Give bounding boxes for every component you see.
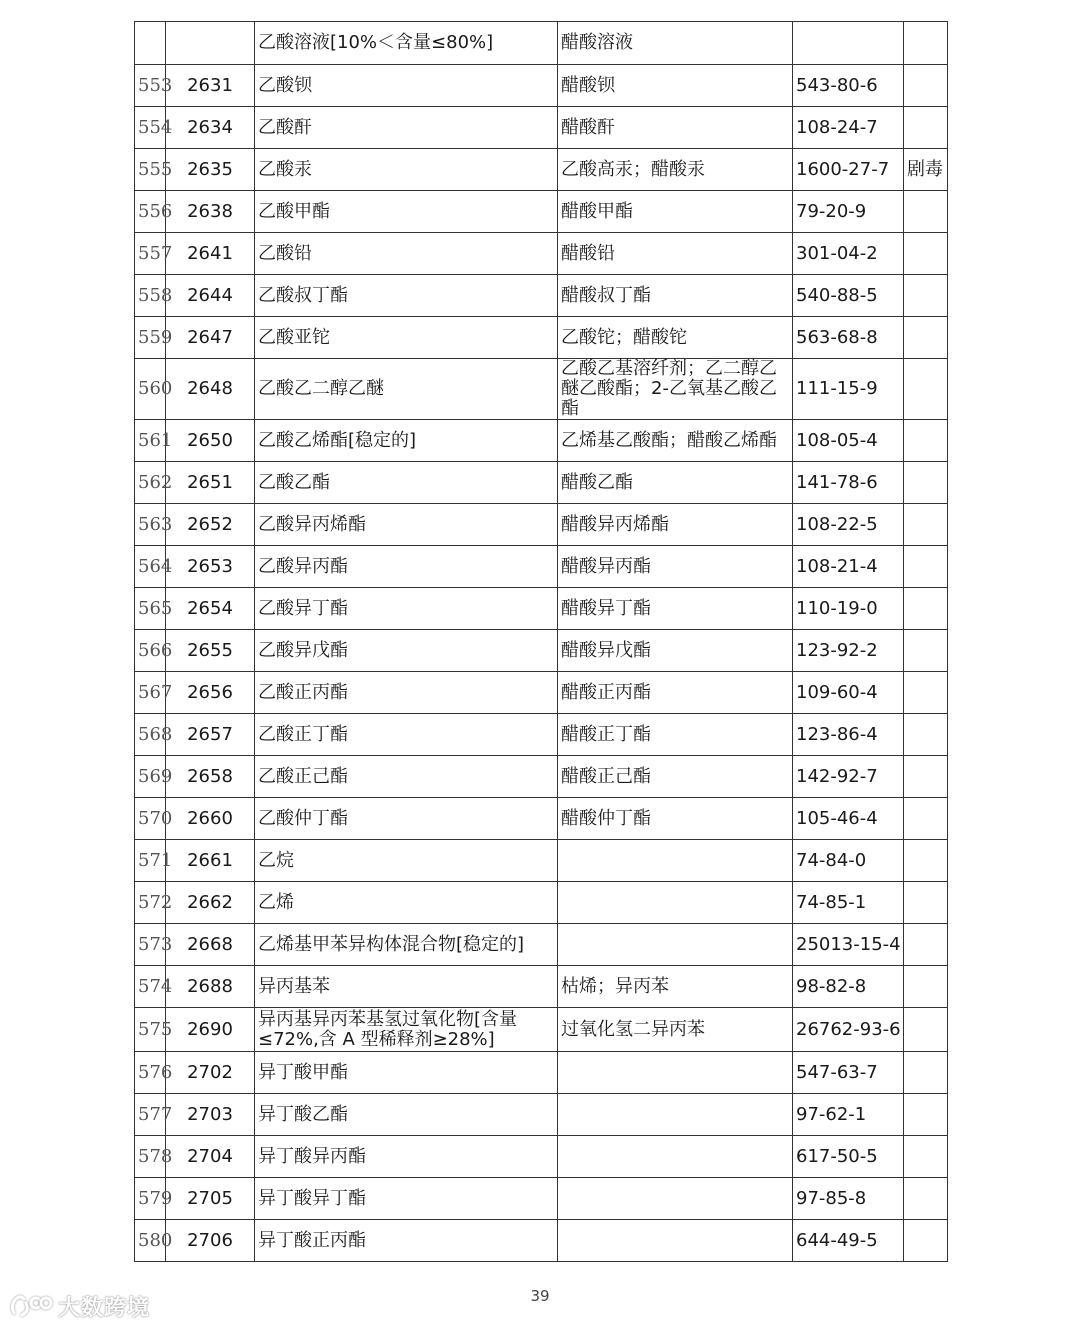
remark-cell (904, 233, 948, 275)
un-number-cell (166, 22, 255, 65)
table-row (135, 1094, 948, 1136)
remark-cell (904, 840, 948, 882)
remark-cell (904, 1136, 948, 1178)
cas-number-cell: 74-84-0 (793, 840, 904, 882)
chemical-name-cell: 乙烷 (255, 840, 558, 882)
alias-name-cell: 乙酸高汞；醋酸汞 (558, 149, 793, 191)
table-row (135, 714, 948, 756)
alias-name-cell: 醋酸正丙酯 (558, 672, 793, 714)
table-row (135, 149, 948, 191)
table-row (135, 275, 948, 317)
cas-number-cell: 644-49-5 (793, 1220, 904, 1262)
un-number-cell: 2655 (166, 630, 255, 672)
un-number-cell: 2631 (166, 65, 255, 107)
remark-cell (904, 756, 948, 798)
remark-cell (904, 275, 948, 317)
cas-number-cell (793, 22, 904, 65)
remark-cell (904, 1052, 948, 1094)
cas-number-cell: 1600-27-7 (793, 149, 904, 191)
cas-number-cell: 98-82-8 (793, 966, 904, 1008)
row-number-cell: 564 (135, 546, 166, 588)
row-number-cell: 577 (135, 1094, 166, 1136)
alias-name-cell: 醋酸异戊酯 (558, 630, 793, 672)
chemical-name-cell: 乙酸异丁酯 (255, 588, 558, 630)
cas-number-cell: 79-20-9 (793, 191, 904, 233)
cas-number-cell: 97-85-8 (793, 1178, 904, 1220)
row-number-cell: 579 (135, 1178, 166, 1220)
chemical-name-cell: 异丁酸异丙酯 (255, 1136, 558, 1178)
row-number-cell: 563 (135, 504, 166, 546)
cas-number-cell: 301-04-2 (793, 233, 904, 275)
row-number-cell: 566 (135, 630, 166, 672)
table-row (135, 233, 948, 275)
cas-number-cell: 97-62-1 (793, 1094, 904, 1136)
row-number-cell: 573 (135, 924, 166, 966)
table-row (135, 924, 948, 966)
chemical-name-cell: 乙酸叔丁酯 (255, 275, 558, 317)
un-number-cell: 2706 (166, 1220, 255, 1262)
alias-name-cell: 醋酸铅 (558, 233, 793, 275)
remark-cell (904, 462, 948, 504)
table-row (135, 1220, 948, 1262)
table-row (135, 359, 948, 420)
cas-number-cell: 74-85-1 (793, 882, 904, 924)
logo-icon (8, 1291, 54, 1321)
remark-cell (904, 22, 948, 65)
row-number-cell: 560 (135, 359, 166, 420)
un-number-cell: 2660 (166, 798, 255, 840)
un-number-cell: 2656 (166, 672, 255, 714)
row-number-cell: 574 (135, 966, 166, 1008)
row-number-cell: 567 (135, 672, 166, 714)
cas-number-cell: 563-68-8 (793, 317, 904, 359)
table-row (135, 107, 948, 149)
remark-cell (904, 504, 948, 546)
remark-cell (904, 359, 948, 420)
table-row (135, 630, 948, 672)
row-number-cell: 576 (135, 1052, 166, 1094)
alias-name-cell: 醋酸仲丁酯 (558, 798, 793, 840)
row-number-cell: 570 (135, 798, 166, 840)
table-row (135, 546, 948, 588)
table-row (135, 756, 948, 798)
un-number-cell: 2668 (166, 924, 255, 966)
chemical-table (134, 21, 948, 1262)
remark-cell (904, 672, 948, 714)
table-row (135, 1052, 948, 1094)
chemical-name-cell: 乙酸钡 (255, 65, 558, 107)
un-number-cell: 2635 (166, 149, 255, 191)
table-row (135, 504, 948, 546)
chemical-name-cell: 异丙基异丙苯基氢过氧化物[含量≤72%,含 A 型稀释剂≥28%] (255, 1008, 558, 1052)
chemical-name-cell: 乙酸乙烯酯[稳定的] (255, 420, 558, 462)
un-number-cell: 2652 (166, 504, 255, 546)
remark-cell (904, 966, 948, 1008)
alias-name-cell: 醋酸钡 (558, 65, 793, 107)
un-number-cell: 2657 (166, 714, 255, 756)
row-number-cell: 558 (135, 275, 166, 317)
alias-name-cell: 醋酸异丙酯 (558, 546, 793, 588)
chemical-name-cell: 乙酸甲酯 (255, 191, 558, 233)
cas-number-cell: 123-86-4 (793, 714, 904, 756)
table-row (135, 672, 948, 714)
table-row (135, 462, 948, 504)
cas-number-cell: 110-19-0 (793, 588, 904, 630)
alias-name-cell (558, 1178, 793, 1220)
cas-number-cell: 123-92-2 (793, 630, 904, 672)
un-number-cell: 2690 (166, 1008, 255, 1052)
table-row (135, 1136, 948, 1178)
chemical-name-cell: 乙酸乙酯 (255, 462, 558, 504)
row-number-cell: 580 (135, 1220, 166, 1262)
cas-number-cell: 108-05-4 (793, 420, 904, 462)
chemical-name-cell: 乙酸酐 (255, 107, 558, 149)
chemical-name-cell: 乙酸正丙酯 (255, 672, 558, 714)
alias-name-cell: 过氧化氢二异丙苯 (558, 1008, 793, 1052)
row-number-cell: 562 (135, 462, 166, 504)
chemical-name-cell: 乙酸溶液[10%＜含量≤80%] (255, 22, 558, 65)
row-number-cell (135, 22, 166, 65)
table-row (135, 1178, 948, 1220)
alias-name-cell: 乙烯基乙酸酯；醋酸乙烯酯 (558, 420, 793, 462)
un-number-cell: 2653 (166, 546, 255, 588)
chemical-name-cell: 乙烯 (255, 882, 558, 924)
chemical-name-cell: 乙酸汞 (255, 149, 558, 191)
un-number-cell: 2688 (166, 966, 255, 1008)
chemical-name-cell: 异丁酸异丁酯 (255, 1178, 558, 1220)
row-number-cell: 555 (135, 149, 166, 191)
alias-name-cell: 醋酸酐 (558, 107, 793, 149)
row-number-cell: 569 (135, 756, 166, 798)
row-number-cell: 571 (135, 840, 166, 882)
cas-number-cell: 108-21-4 (793, 546, 904, 588)
alias-name-cell: 醋酸溶液 (558, 22, 793, 65)
un-number-cell: 2703 (166, 1094, 255, 1136)
remark-cell (904, 107, 948, 149)
alias-name-cell: 乙酸乙基溶纤剂；乙二醇乙醚乙酸酯；2-乙氧基乙酸乙酯 (558, 359, 793, 420)
chemical-name-cell: 异丁酸甲酯 (255, 1052, 558, 1094)
un-number-cell: 2651 (166, 462, 255, 504)
table-row (135, 840, 948, 882)
un-number-cell: 2634 (166, 107, 255, 149)
row-number-cell: 556 (135, 191, 166, 233)
alias-name-cell: 乙酸铊；醋酸铊 (558, 317, 793, 359)
chemical-name-cell: 乙酸异丙烯酯 (255, 504, 558, 546)
alias-name-cell (558, 1094, 793, 1136)
un-number-cell: 2638 (166, 191, 255, 233)
chemical-name-cell: 乙酸乙二醇乙醚 (255, 359, 558, 420)
row-number-cell: 565 (135, 588, 166, 630)
un-number-cell: 2662 (166, 882, 255, 924)
alias-name-cell (558, 924, 793, 966)
row-number-cell: 553 (135, 65, 166, 107)
remark-cell (904, 1178, 948, 1220)
remark-cell (904, 798, 948, 840)
remark-cell: 剧毒 (904, 149, 948, 191)
cas-number-cell: 547-63-7 (793, 1052, 904, 1094)
un-number-cell: 2705 (166, 1178, 255, 1220)
row-number-cell: 568 (135, 714, 166, 756)
cas-number-cell: 26762-93-6 (793, 1008, 904, 1052)
chemical-name-cell: 乙酸铅 (255, 233, 558, 275)
chemical-name-cell: 乙酸异丙酯 (255, 546, 558, 588)
table-row (135, 65, 948, 107)
row-number-cell: 559 (135, 317, 166, 359)
remark-cell (904, 191, 948, 233)
un-number-cell: 2644 (166, 275, 255, 317)
cas-number-cell: 543-80-6 (793, 65, 904, 107)
chemical-name-cell: 异丁酸乙酯 (255, 1094, 558, 1136)
table-row (135, 22, 948, 65)
chemical-name-cell: 乙酸仲丁酯 (255, 798, 558, 840)
cas-number-cell: 105-46-4 (793, 798, 904, 840)
un-number-cell: 2658 (166, 756, 255, 798)
remark-cell (904, 588, 948, 630)
cas-number-cell: 108-24-7 (793, 107, 904, 149)
table-row (135, 882, 948, 924)
remark-cell (904, 420, 948, 462)
row-number-cell: 561 (135, 420, 166, 462)
chemical-name-cell: 乙烯基甲苯异构体混合物[稳定的] (255, 924, 558, 966)
alias-name-cell: 醋酸异丁酯 (558, 588, 793, 630)
alias-name-cell: 醋酸甲酯 (558, 191, 793, 233)
table-body (135, 22, 948, 1262)
cas-number-cell: 109-60-4 (793, 672, 904, 714)
alias-name-cell (558, 1220, 793, 1262)
un-number-cell: 2650 (166, 420, 255, 462)
alias-name-cell: 醋酸乙酯 (558, 462, 793, 504)
table-row (135, 191, 948, 233)
table-row (135, 588, 948, 630)
remark-cell (904, 630, 948, 672)
un-number-cell: 2702 (166, 1052, 255, 1094)
remark-cell (904, 1008, 948, 1052)
remark-cell (904, 1094, 948, 1136)
cas-number-cell: 141-78-6 (793, 462, 904, 504)
row-number-cell: 578 (135, 1136, 166, 1178)
alias-name-cell (558, 1136, 793, 1178)
remark-cell (904, 714, 948, 756)
table-row (135, 798, 948, 840)
table-row (135, 420, 948, 462)
table-row (135, 1008, 948, 1052)
row-number-cell: 575 (135, 1008, 166, 1052)
un-number-cell: 2704 (166, 1136, 255, 1178)
alias-name-cell (558, 1052, 793, 1094)
chemical-name-cell: 乙酸正己酯 (255, 756, 558, 798)
chemical-name-cell: 乙酸正丁酯 (255, 714, 558, 756)
alias-name-cell: 枯烯；异丙苯 (558, 966, 793, 1008)
un-number-cell: 2654 (166, 588, 255, 630)
row-number-cell: 557 (135, 233, 166, 275)
alias-name-cell: 醋酸叔丁酯 (558, 275, 793, 317)
cas-number-cell: 25013-15-4 (793, 924, 904, 966)
alias-name-cell: 醋酸异丙烯酯 (558, 504, 793, 546)
chemical-name-cell: 乙酸亚铊 (255, 317, 558, 359)
alias-name-cell: 醋酸正己酯 (558, 756, 793, 798)
cas-number-cell: 617-50-5 (793, 1136, 904, 1178)
watermark (8, 1290, 150, 1322)
watermark-text: 大数跨境 (58, 1295, 151, 1321)
cas-number-cell: 108-22-5 (793, 504, 904, 546)
cas-number-cell: 142-92-7 (793, 756, 904, 798)
alias-name-cell (558, 882, 793, 924)
un-number-cell: 2648 (166, 359, 255, 420)
un-number-cell: 2641 (166, 233, 255, 275)
chemical-name-cell: 乙酸异戊酯 (255, 630, 558, 672)
row-number-cell: 554 (135, 107, 166, 149)
table-row (135, 966, 948, 1008)
alias-name-cell: 醋酸正丁酯 (558, 714, 793, 756)
chemical-name-cell: 异丁酸正丙酯 (255, 1220, 558, 1262)
alias-name-cell (558, 840, 793, 882)
remark-cell (904, 1220, 948, 1262)
remark-cell (904, 317, 948, 359)
remark-cell (904, 546, 948, 588)
cas-number-cell: 540-88-5 (793, 275, 904, 317)
un-number-cell: 2661 (166, 840, 255, 882)
table-row (135, 317, 948, 359)
remark-cell (904, 65, 948, 107)
chemical-name-cell: 异丙基苯 (255, 966, 558, 1008)
page-number: 39 (530, 1287, 550, 1305)
row-number-cell: 572 (135, 882, 166, 924)
cas-number-cell: 111-15-9 (793, 359, 904, 420)
un-number-cell: 2647 (166, 317, 255, 359)
remark-cell (904, 924, 948, 966)
remark-cell (904, 882, 948, 924)
